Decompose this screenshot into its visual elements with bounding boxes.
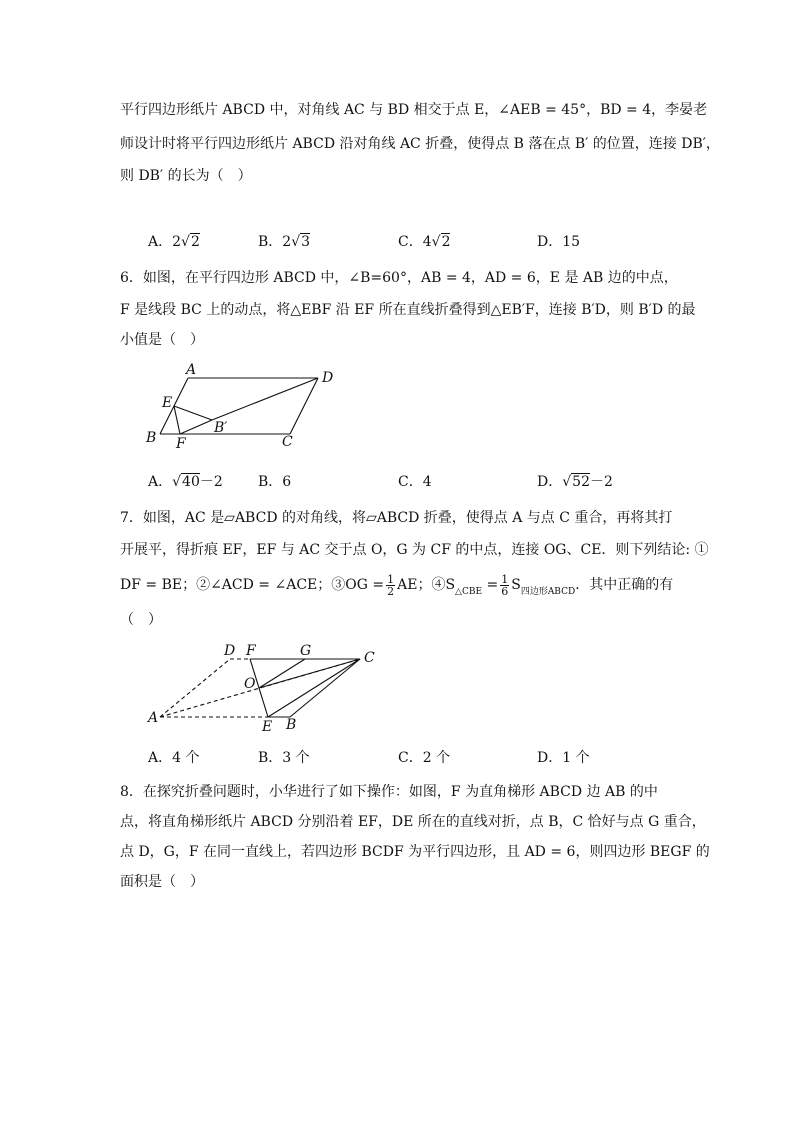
- q7-subscript-cbe: △CBE: [455, 587, 483, 597]
- q7-label-o: O: [244, 676, 256, 692]
- q7-line-3-part-5: ．其中正确的有: [575, 577, 674, 593]
- q6-line-3: 小值是（ ）: [120, 332, 204, 348]
- q6-line-1: 6．如图，在平行四边形 ABCD 中，∠B=60°，AB = 4，AD = 6，E 是 AB 边的中点，: [120, 270, 678, 286]
- q5-option-d-label: D．: [537, 234, 563, 250]
- q5-option-d-value: 15: [562, 234, 581, 250]
- q7-fraction-sixth: [500, 574, 509, 597]
- q6-option-c[interactable]: [398, 472, 432, 492]
- q5-line-3: 则 DB′ 的长为（ ）: [120, 168, 252, 184]
- q7-fraction-sixth-num: 1: [501, 572, 509, 586]
- q6-option-d-label: D．: [537, 474, 563, 490]
- q8-line-1: 8．在探究折叠问题时，小华进行了如下操作：如图，F 为直角梯形 ABCD 边 AB 的中: [120, 784, 658, 800]
- q7-fraction-sixth-den: 6: [501, 584, 509, 598]
- q7-line-3-part-2: AE；④S: [397, 577, 456, 593]
- q7-option-d[interactable]: D．1 个: [537, 750, 590, 766]
- q7-label-d: D: [224, 643, 236, 659]
- q7-line-1: 7．如图，AC 是▱ABCD 的对角线，将▱ABCD 折叠，使得点 A 与点 C 重合，再将其打: [120, 510, 673, 526]
- q5-option-d[interactable]: [537, 232, 580, 252]
- q7-fraction-half-den: 2: [387, 584, 395, 598]
- q6-option-a-radicand: 40: [182, 474, 200, 490]
- q7-option-b[interactable]: B．3 个: [258, 750, 310, 766]
- q5-option-a[interactable]: A．2√2: [148, 234, 200, 250]
- q5-option-a-radicand: 2: [190, 234, 200, 250]
- q6-option-a[interactable]: A．√40－2: [148, 474, 223, 490]
- q6-option-d[interactable]: D．√52－2: [537, 474, 613, 490]
- q5-line-2: 师设计时将平行四边形纸片 ABCD 沿对角线 AC 折叠，使得点 B 落在点 B′ 的位置，连接 DB′，: [120, 136, 720, 152]
- q7-option-c[interactable]: C．2 个: [398, 750, 451, 766]
- q5-option-b-coef: 2: [282, 234, 292, 250]
- q7-line-3-part-3: =: [482, 577, 499, 593]
- q6-label-b: B: [146, 430, 157, 446]
- q7-label-e: E: [262, 719, 273, 735]
- q6-label-f: F: [176, 436, 186, 452]
- q7-label-c: C: [364, 650, 375, 666]
- q7-line-4: （ ）: [120, 612, 162, 628]
- q7-label-g: G: [300, 643, 312, 659]
- q6-label-c: C: [282, 434, 293, 450]
- q6-option-a-label: A．: [148, 474, 173, 490]
- q6-line-2: F 是线段 BC 上的动点，将△EBF 沿 EF 所在直线折叠得到△EB′F，连接 B′D，则 B′D 的最: [120, 302, 696, 318]
- q7-subscript-quad: 四边形ABCD: [520, 587, 576, 597]
- q6-label-d: D: [322, 370, 334, 386]
- q6-label-e: E: [162, 395, 173, 411]
- q7-label-b: B: [286, 717, 297, 733]
- q5-option-c-label: C．: [398, 234, 423, 250]
- q8-line-2: 点，将直角梯形纸片 ABCD 分别沿着 EF，DE 所在的直线对折，点 B，C 恰好与点 G 重合，: [120, 814, 706, 830]
- q5-option-a-coef: 2: [172, 234, 182, 250]
- q5-option-c-radicand: 2: [441, 234, 451, 250]
- q6-option-d-radicand: 52: [572, 474, 590, 490]
- q7-option-a[interactable]: A．4 个: [148, 750, 200, 766]
- q7-line-3-part-1: DF = BE；②∠ACD = ∠ACE；③OG =: [120, 577, 385, 593]
- q7-fraction-half: [386, 574, 395, 597]
- q5-option-c[interactable]: C．4√2: [398, 234, 451, 250]
- q7-label-f: F: [246, 643, 256, 659]
- q7-line-3: [120, 572, 673, 605]
- q5-option-b-radicand: 3: [301, 234, 311, 250]
- q6-option-b-value: 6: [282, 474, 292, 490]
- q6-option-c-label: C．: [398, 474, 423, 490]
- q7-fraction-half-num: 1: [387, 572, 395, 586]
- q7-figure-parallelogram: [140, 640, 385, 735]
- q6-option-c-value: 4: [422, 474, 432, 490]
- q5-option-b-label: B．: [258, 234, 283, 250]
- q7-label-a: A: [148, 710, 159, 726]
- q7-line-3-part-4: S: [511, 577, 521, 593]
- q8-line-4: 面积是（ ）: [120, 874, 204, 890]
- q6-option-d-rest: －2: [589, 474, 613, 490]
- q5-option-b[interactable]: B．2√3: [258, 234, 311, 250]
- q6-figure-parallelogram: [140, 358, 350, 453]
- q5-option-c-coef: 4: [422, 234, 432, 250]
- q6-label-a: A: [186, 362, 197, 378]
- q6-option-b[interactable]: [258, 472, 291, 492]
- q7-line-2: 开展平，得折痕 EF，EF 与 AC 交于点 O，G 为 CF 的中点，连接 OG、CE．则下列结论: ①: [120, 542, 709, 558]
- q6-option-b-label: B．: [258, 474, 283, 490]
- q6-option-a-rest: －2: [199, 474, 223, 490]
- q8-line-3: 点 D，G，F 在同一直线上，若四边形 BCDF 为平行四边形，且 AD = 6，则四边形 BEGF 的: [120, 844, 710, 860]
- q5-line-1: 平行四边形纸片 ABCD 中，对角线 AC 与 BD 相交于点 E，∠AEB = 45°，BD = 4，李晏老: [120, 102, 708, 118]
- q6-label-b-prime: B′: [214, 420, 228, 436]
- q5-option-a-label: A．: [148, 234, 173, 250]
